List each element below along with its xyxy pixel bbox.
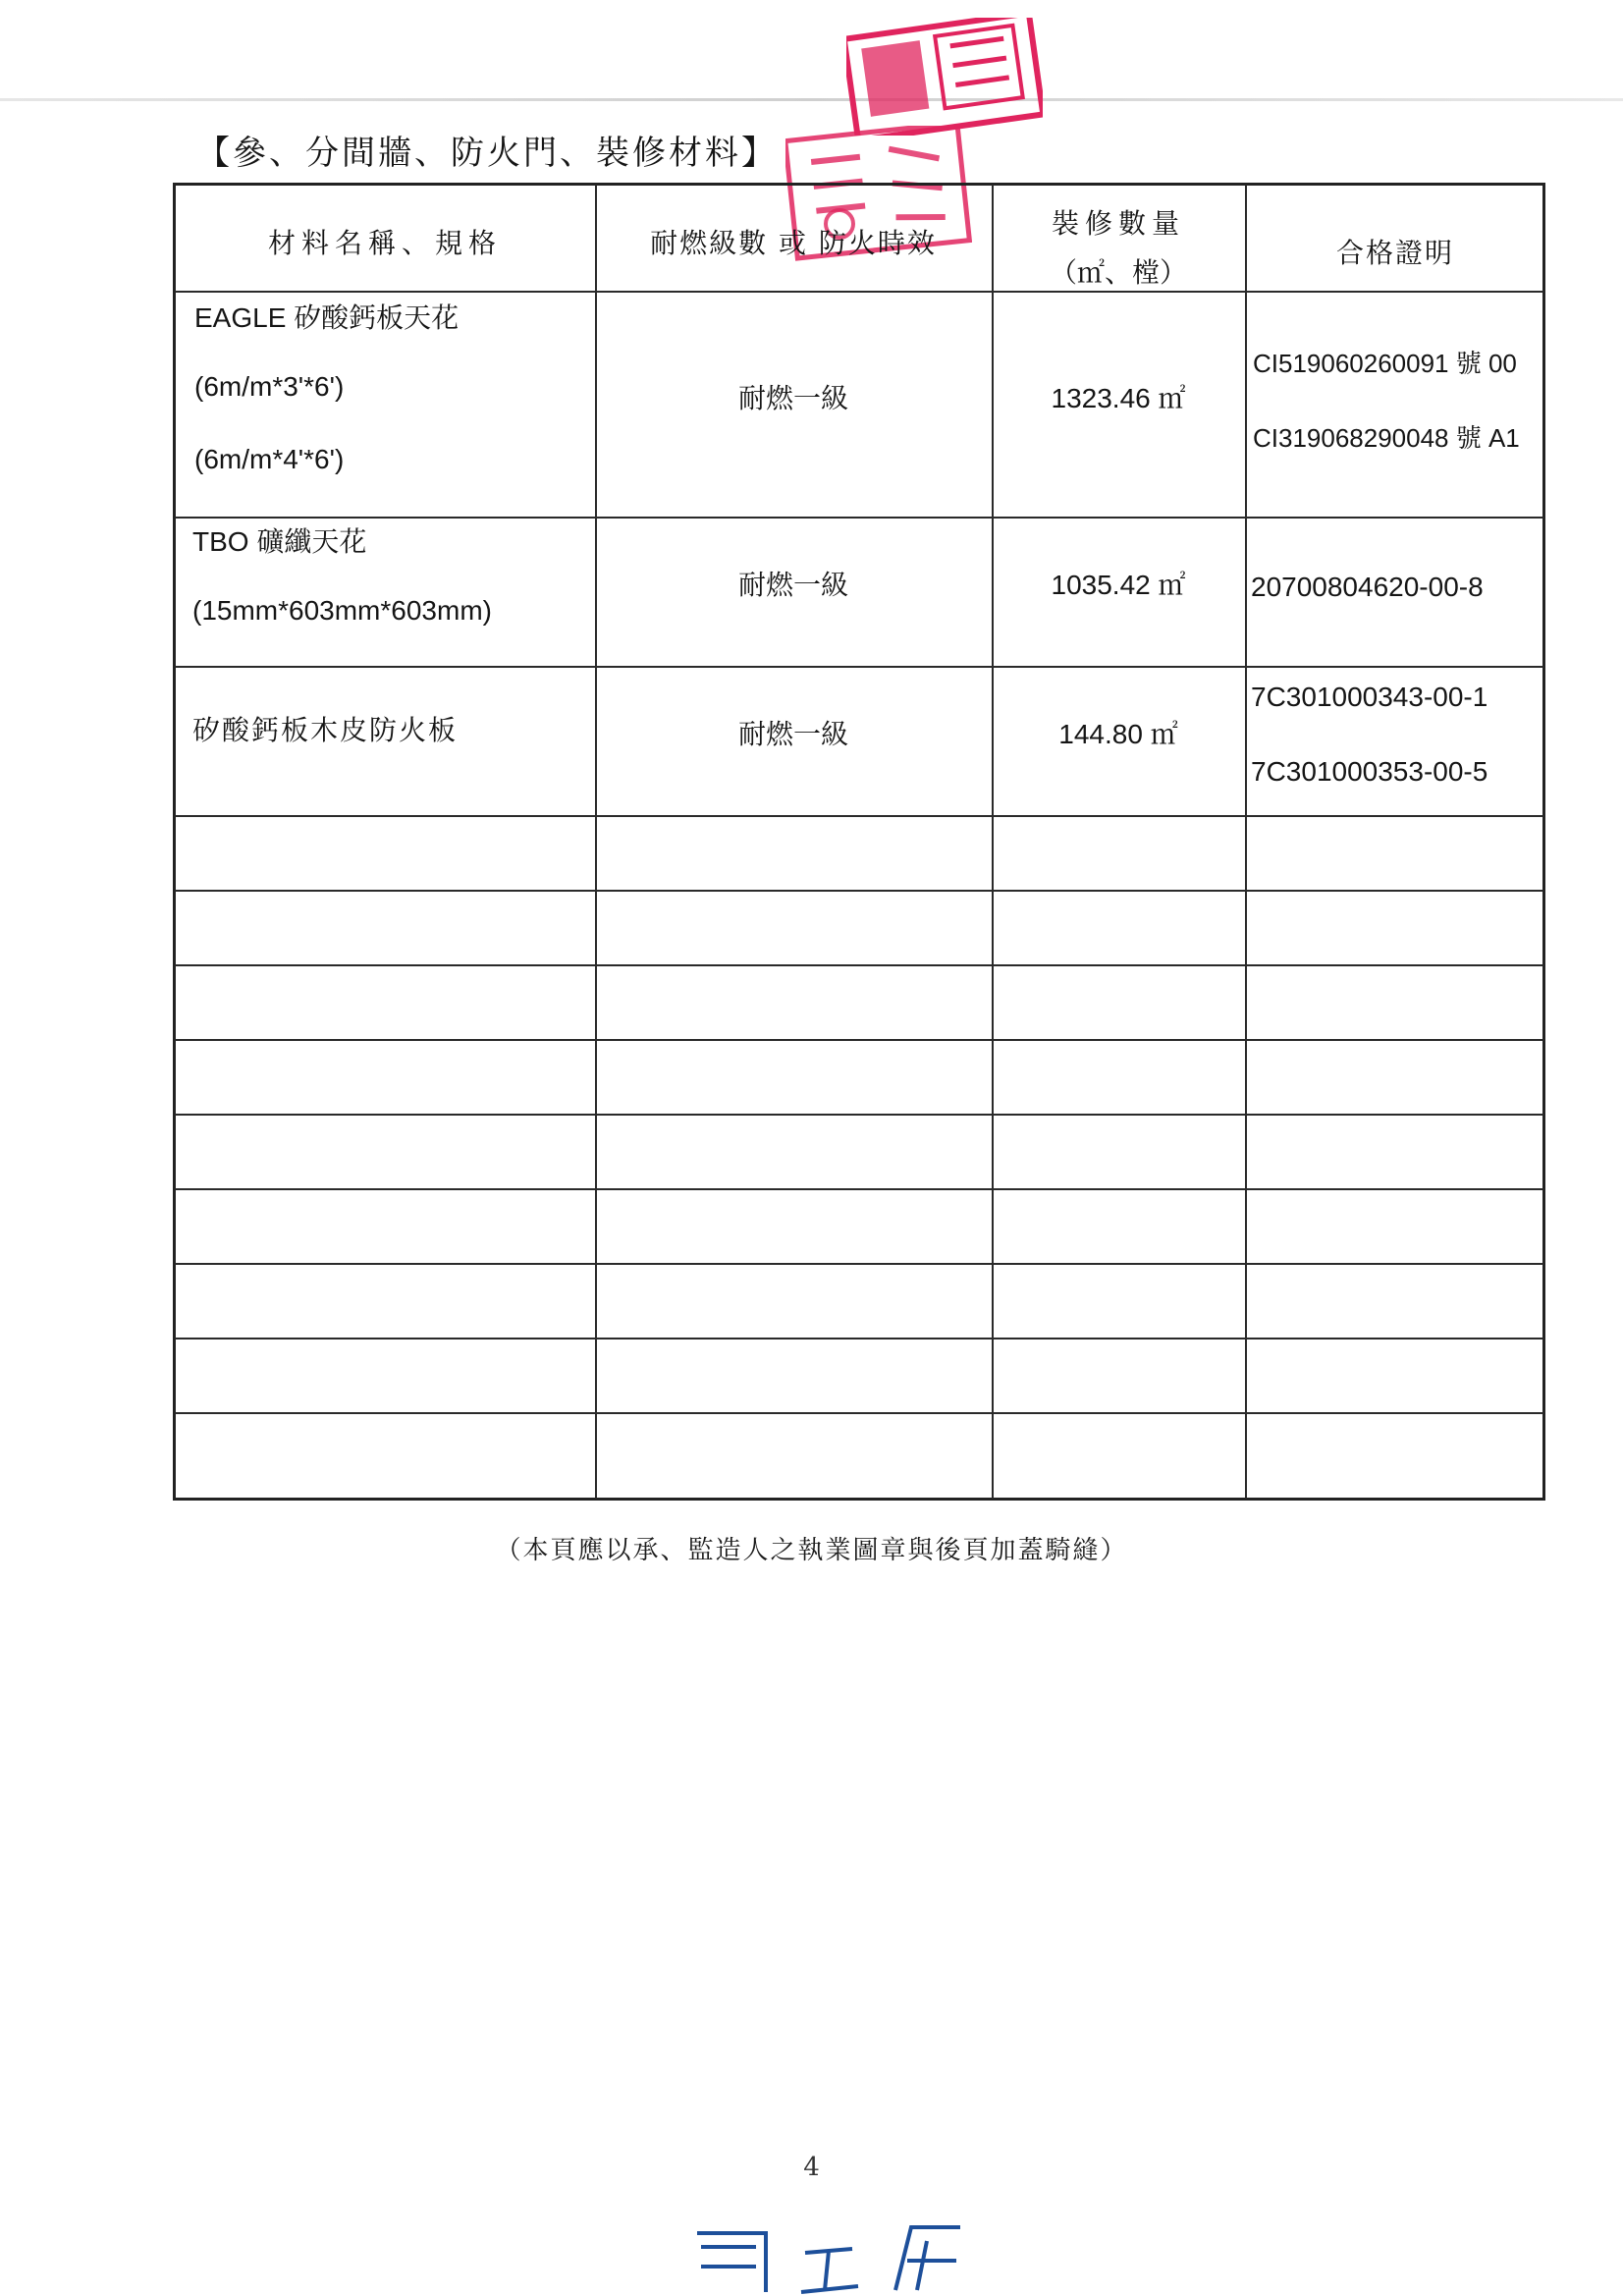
red-seal-stamp-top	[846, 18, 1043, 136]
page-number: 4	[803, 2153, 820, 2182]
blue-stamp-middle	[795, 2243, 864, 2296]
row3-certificate-2: 7C301000353-00-5	[1251, 756, 1488, 787]
row1-name-line3: (6m/m*4'*6')	[194, 444, 345, 474]
row3-rating: 耐燃一級	[737, 718, 848, 750]
row-divider-7	[175, 1114, 1543, 1116]
row-divider-8	[175, 1188, 1543, 1190]
section-title: 【參、分間牆、防火門、裝修材料】	[196, 134, 778, 173]
header-fire-rating: 耐燃級數 或 防火時效	[650, 227, 937, 259]
row2-name-line2: (15mm*603mm*603mm)	[192, 595, 492, 626]
row1-name-line1: EAGLE 矽酸鈣板天花	[194, 302, 460, 333]
header-material-name: 材料名稱、規格	[267, 227, 502, 259]
row-divider-4	[175, 890, 1543, 892]
row-divider-11	[175, 1412, 1543, 1414]
row2-certificate-1: 20700804620-00-8	[1251, 572, 1484, 602]
row3-quantity: 144.80 ㎡	[1058, 719, 1178, 749]
row3-name-line1: 矽酸鈣板木皮防火板	[192, 714, 459, 746]
row-divider-header	[175, 291, 1543, 293]
row-divider-6	[175, 1039, 1543, 1041]
header-certificate: 合格證明	[1335, 237, 1454, 269]
row-divider-5	[175, 964, 1543, 966]
faint-bleed-text	[187, 57, 736, 77]
blue-stamp-left	[687, 2227, 776, 2296]
row-divider-1	[175, 517, 1543, 519]
row2-quantity: 1035.42 ㎡	[1051, 570, 1186, 600]
footer-note: （本頁應以承、監造人之執業圖章與後頁加蓋騎縫）	[495, 1536, 1128, 1565]
row1-certificate-2: CI319068290048 號 A1	[1253, 423, 1520, 453]
header-quantity: 裝修數量	[1051, 207, 1185, 240]
row1-rating: 耐燃一級	[737, 382, 848, 414]
row2-rating: 耐燃一級	[737, 569, 848, 601]
row1-quantity: 1323.46 ㎡	[1051, 383, 1186, 413]
row-divider-3	[175, 815, 1543, 817]
row-divider-2	[175, 666, 1543, 668]
row2-name-line1: TBO 礦纖天花	[192, 526, 367, 557]
row3-certificate-1: 7C301000343-00-1	[1251, 682, 1488, 712]
row1-name-line2: (6m/m*3'*6')	[194, 371, 345, 402]
scan-edge-line	[0, 98, 1623, 101]
row-divider-9	[175, 1263, 1543, 1265]
header-quantity-unit: （㎡、樘）	[1049, 256, 1187, 289]
row-divider-10	[175, 1338, 1543, 1339]
blue-stamp-right	[888, 2221, 966, 2296]
row1-certificate-1: CI519060260091 號 00	[1253, 349, 1517, 378]
column-divider-3	[1245, 185, 1247, 1499]
